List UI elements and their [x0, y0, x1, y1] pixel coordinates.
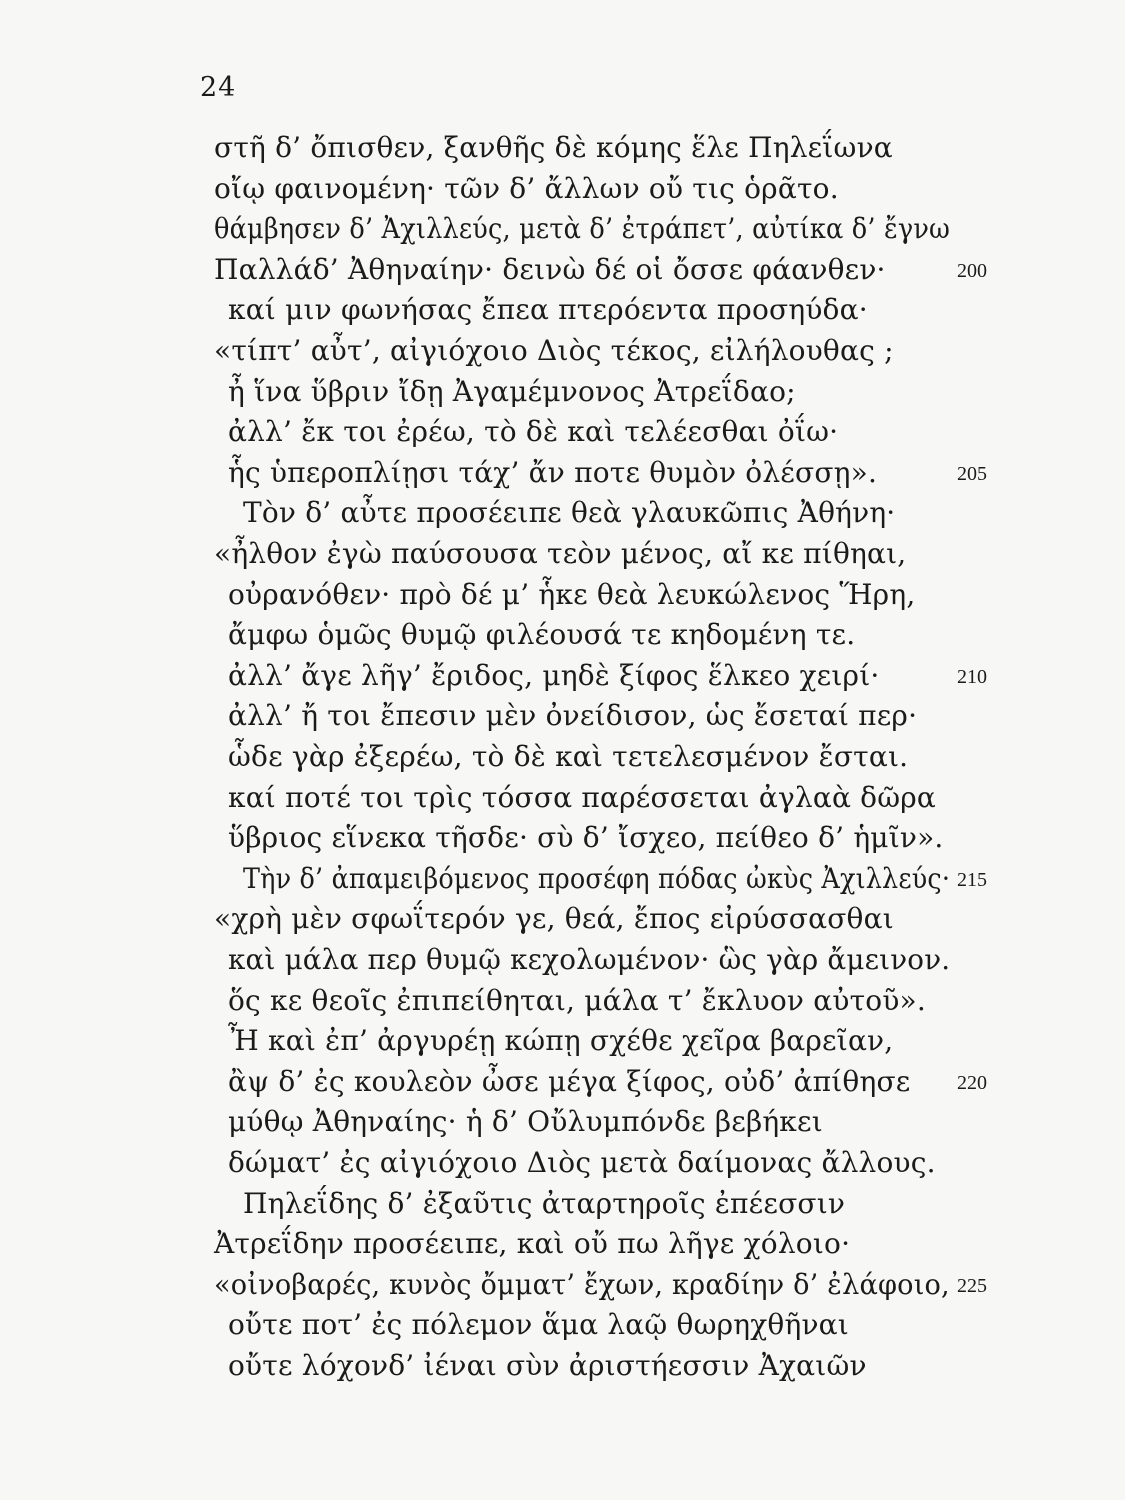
- verse-text: ἂψ δ’ ἐς κουλεὸν ὦσε μέγα ξίφος, οὐδ’ ἀπίθησε: [228, 1064, 911, 1098]
- verse-line: [0, 1143, 1125, 1183]
- verse-text: ἀλλ’ ἤ τοι ἔπεσιν μὲν ὀνείδισον, ὡς ἔσεταί περ·: [228, 699, 918, 733]
- verse-line: [0, 859, 1125, 899]
- verse-text: Τὸν δ’ αὖτε προσέειπε θεὰ γλαυκῶπις Ἀθήνη·: [243, 496, 896, 530]
- verse-line: [0, 899, 1125, 939]
- verse-line: [0, 290, 1125, 330]
- line-number: 220: [957, 1071, 987, 1094]
- verse-text: οὔτε λόχονδ’ ἰέναι σὺν ἀριστήεσσιν Ἀχαιῶν: [228, 1349, 867, 1382]
- line-number: 205: [957, 462, 987, 485]
- verse-text: ἀλλ’ ἔκ τοι ἐρέω, τὸ δὲ καὶ τελέεσθαι ὀΐω·: [228, 415, 839, 449]
- line-number: 210: [957, 665, 987, 688]
- verse-line: [0, 981, 1125, 1021]
- verse-text: «οἰνοβαρές, κυνὸς ὄμματ’ ἔχων, κραδίην δ’ ἐλάφοιο,: [214, 1267, 950, 1301]
- verse-line: [0, 575, 1125, 615]
- line-number: 215: [957, 868, 987, 891]
- verse-line: [0, 818, 1125, 858]
- verse-text: ἦ ἵνα ὕβριν ἴδῃ Ἀγαμέμνονος Ἀτρεΐδαο;: [228, 374, 796, 408]
- verse-text: καί μιν φωνήσας ἔπεα πτερόεντα προσηύδα·: [228, 293, 868, 327]
- verse-text: ἄμφω ὁμῶς θυμῷ φιλέουσά τε κηδομένη τε.: [228, 618, 856, 652]
- verse-text: θάμβησεν δ’ Ἀχιλλεύς, μετὰ δ’ ἐτράπετ’, αὐτίκα δ’ ἔγνω: [214, 212, 951, 246]
- verse-text: οὔτε ποτ’ ἐς πόλεμον ἅμα λαῷ θωρηχθῆναι: [228, 1308, 849, 1342]
- verse-text: «τίπτ’ αὖτ’, αἰγιόχοιο Διὸς τέκος, εἰλήλουθας ;: [214, 334, 894, 367]
- line-number: 225: [957, 1274, 987, 1297]
- line-number: 200: [957, 259, 987, 282]
- verse-text: οὐρανόθεν· πρὸ δέ μ’ ἧκε θεὰ λευκώλενος Ἥρη,: [228, 577, 916, 611]
- verse-text: Ἀτρεΐδην προσέειπε, καὶ οὔ πω λῆγε χόλοιο·: [214, 1227, 851, 1261]
- verse-line: [0, 656, 1125, 696]
- verse-line: [0, 1346, 1125, 1386]
- verse-text: δώματ’ ἐς αἰγιόχοιο Διὸς μετὰ δαίμονας ἄλλους.: [228, 1146, 936, 1179]
- verse-line: [0, 412, 1125, 452]
- verse-text: ὅς κε θεοῖς ἐπιπείθηται, μάλα τ’ ἔκλυον αὐτοῦ».: [228, 983, 926, 1017]
- verse-line: [0, 737, 1125, 777]
- verse-line: [0, 493, 1125, 533]
- verse-line: [0, 169, 1125, 209]
- verse-line: [0, 128, 1125, 168]
- verse-line: [0, 453, 1125, 493]
- verse-text: «ἦλθον ἐγὼ παύσουσα τεὸν μένος, αἴ κε πίθηαι,: [214, 537, 907, 570]
- verse-text: Πηλεΐδης δ’ ἐξαῦτις ἀταρτηροῖς ἐπέεσσιν: [243, 1186, 846, 1220]
- verse-text: ἧς ὑπεροπλίῃσι τάχ’ ἄν ποτε θυμὸν ὀλέσσῃ».: [228, 455, 878, 489]
- verse-line: [0, 331, 1125, 371]
- verse-line: [0, 1184, 1125, 1224]
- verse-text: ἀλλ’ ἄγε λῆγ’ ἔριδος, μηδὲ ξίφος ἕλκεο χειρί·: [228, 658, 880, 692]
- verse-line: [0, 534, 1125, 574]
- verse-line: [0, 209, 1125, 249]
- verse-text: Τὴν δ’ ἀπαμειβόμενος προσέφη πόδας ὠκὺς Ἀχιλλεύς·: [243, 861, 951, 895]
- verse-text: καὶ μάλα περ θυμῷ κεχολωμένον· ὣς γὰρ ἄμεινον.: [228, 943, 951, 976]
- verse-line: [0, 372, 1125, 412]
- verse-line: [0, 696, 1125, 736]
- verse-text: «χρὴ μὲν σφωΐτερόν γε, θεά, ἔπος εἰρύσσασθαι: [214, 902, 894, 936]
- verse-line: [0, 250, 1125, 290]
- verse-text: καί ποτέ τοι τρὶς τόσσα παρέσσεται ἀγλαὰ δῶρα: [228, 780, 937, 814]
- verse-line: [0, 940, 1125, 980]
- verse-line: [0, 1265, 1125, 1305]
- verse-line: [0, 1102, 1125, 1142]
- page-number: 24: [200, 72, 237, 103]
- verse-line: [0, 615, 1125, 655]
- verse-text: στῆ δ’ ὄπισθεν, ξανθῆς δὲ κόμης ἕλε Πηλεΐωνα: [214, 131, 893, 164]
- verse-line: [0, 1062, 1125, 1102]
- verse-line: [0, 1305, 1125, 1345]
- verse-line: [0, 1224, 1125, 1264]
- verse-text: ὕβριος εἵνεκα τῆσδε· σὺ δ’ ἴσχεο, πείθεο δ’ ἡμῖν».: [228, 821, 944, 855]
- verse-text: Παλλάδ’ Ἀθηναίην· δεινὼ δέ οἱ ὄσσε φάανθεν·: [214, 252, 886, 286]
- verse-text: μύθῳ Ἀθηναίης· ἡ δ’ Οὔλυμπόνδε βεβήκει: [228, 1105, 823, 1139]
- verse-text: ὧδε γὰρ ἐξερέω, τὸ δὲ καὶ τετελεσμένον ἔσται.: [228, 740, 909, 773]
- verse-text: Ἦ καὶ ἐπ’ ἀργυρέῃ κώπῃ σχέθε χεῖρα βαρεῖαν,: [228, 1024, 894, 1058]
- verse-text: οἴῳ φαινομένη· τῶν δ’ ἄλλων οὔ τις ὁρᾶτο.: [214, 171, 839, 205]
- verse-line: [0, 1021, 1125, 1061]
- verse-line: [0, 778, 1125, 818]
